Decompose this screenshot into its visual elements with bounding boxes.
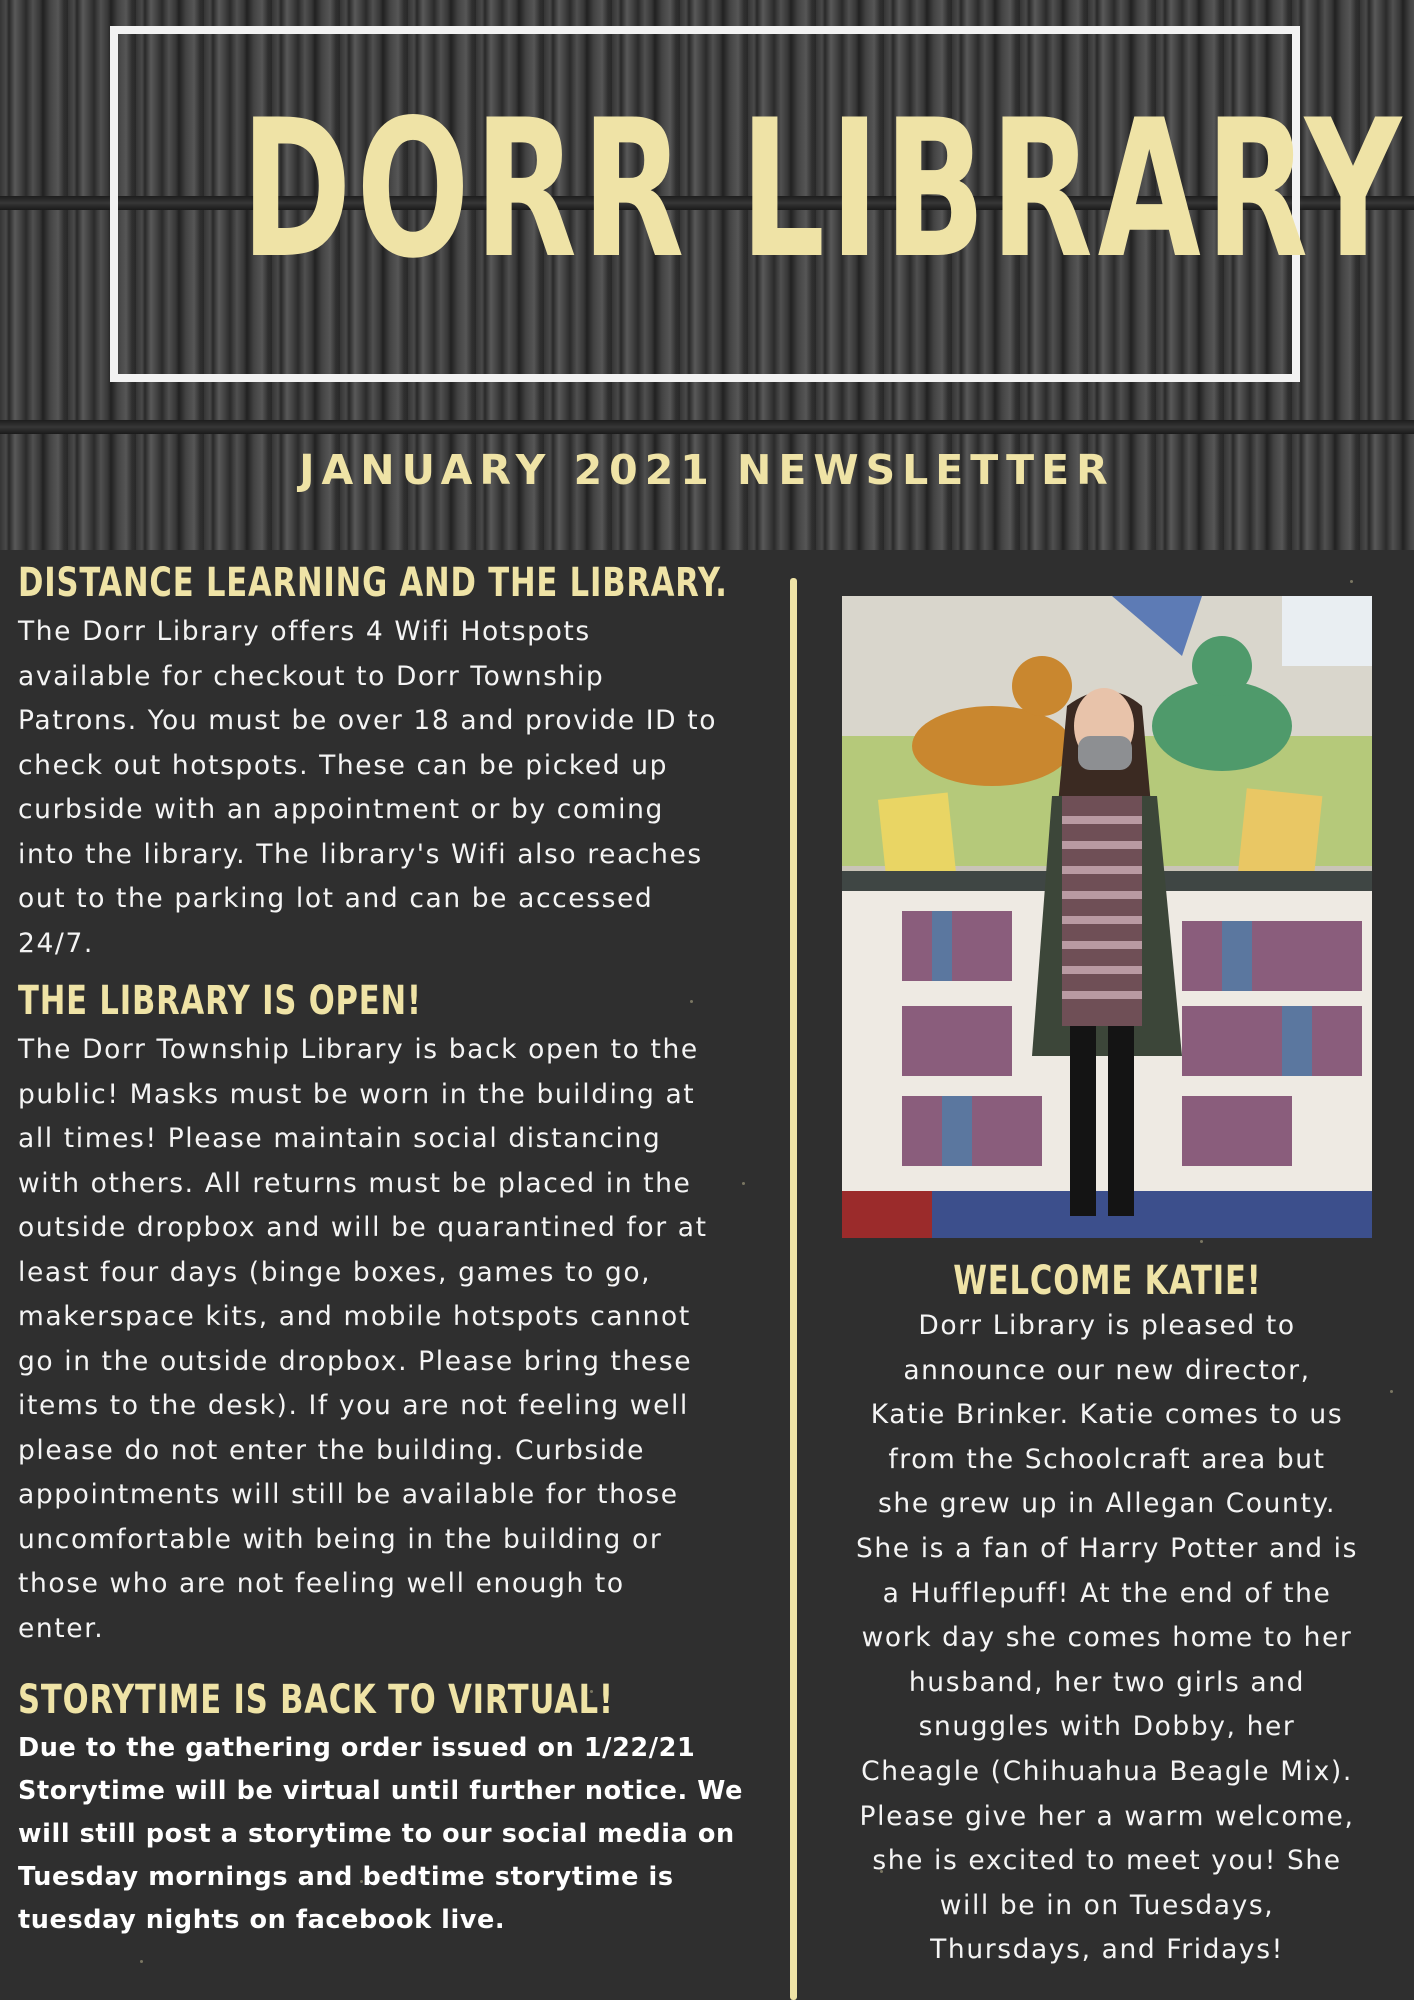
text-line: Please give her a warm welcome, bbox=[859, 1800, 1355, 1832]
text-line: curbside with an appointment or by coming bbox=[18, 794, 664, 825]
text-line: enter. bbox=[18, 1612, 105, 1644]
text-line: she grew up in Allegan County. bbox=[878, 1488, 1336, 1520]
text-line: out to the parking lot and can be accessed bbox=[18, 883, 654, 914]
section-heading: STORYTIME IS BACK TO VIRTUAL! bbox=[18, 1677, 614, 1723]
text-line: tuesday nights on facebook live. bbox=[18, 1905, 506, 1935]
director-photo-illustration bbox=[842, 596, 1372, 1238]
distance-learning-section bbox=[18, 560, 778, 966]
text-line: husband, her two girls and bbox=[908, 1666, 1306, 1698]
header-banner bbox=[0, 0, 1414, 550]
text-line: from the Schoolcraft area but bbox=[888, 1443, 1326, 1475]
text-line: will still post a storytime to our social media on bbox=[18, 1819, 735, 1849]
text-line: The Dorr Library offers 4 Wifi Hotspots bbox=[18, 616, 591, 647]
text-line: The Dorr Township Library is back open to the bbox=[18, 1034, 699, 1065]
text-line: go in the outside dropbox. Please bring these bbox=[18, 1345, 693, 1377]
text-line: with others. All returns must be placed in the bbox=[18, 1167, 692, 1199]
section-body bbox=[18, 610, 778, 966]
text-line: please do not enter the building. Curbside bbox=[18, 1434, 646, 1466]
text-line: outside dropbox and will be quarantined for at bbox=[18, 1212, 708, 1243]
text-line: a Hufflepuff! At the end of the bbox=[882, 1577, 1332, 1609]
right-column bbox=[826, 1258, 1388, 1973]
storytime-section bbox=[18, 1677, 778, 1942]
text-line: items to the desk). If you are not feeling well bbox=[18, 1390, 689, 1421]
welcome-body bbox=[826, 1304, 1388, 1973]
text-line: all times! Please maintain social distancing bbox=[18, 1123, 662, 1154]
text-line: will be in on Tuesdays, bbox=[939, 1889, 1275, 1921]
section-heading: DISTANCE LEARNING AND THE LIBRARY. bbox=[18, 560, 728, 606]
section-body bbox=[18, 1727, 778, 1942]
director-photo bbox=[842, 596, 1372, 1238]
text-line: Due to the gathering order issued on 1/22/21 bbox=[18, 1733, 696, 1763]
column-divider bbox=[790, 578, 797, 2000]
text-line: Storytime will be virtual until further notice. We bbox=[18, 1776, 743, 1806]
text-line: Cheagle (Chihuahua Beagle Mix). bbox=[861, 1755, 1353, 1787]
left-column bbox=[18, 560, 778, 1942]
text-line: those who are not feeling well enough to bbox=[18, 1568, 625, 1599]
text-line: snuggles with Dobby, her bbox=[918, 1711, 1296, 1743]
text-line: work day she comes home to her bbox=[861, 1622, 1353, 1654]
text-line: Tuesday mornings and bedtime storytime is bbox=[18, 1862, 674, 1892]
text-line: appointments will still be available for those bbox=[18, 1479, 679, 1510]
text-line: into the library. The library's Wifi also reaches bbox=[18, 838, 703, 870]
welcome-heading: WELCOME KATIE! bbox=[952, 1258, 1262, 1304]
text-line: check out hotspots. These can be picked up bbox=[18, 749, 669, 781]
text-line: announce our new director, bbox=[903, 1354, 1311, 1386]
text-line: Patrons. You must be over 18 and provide ID to bbox=[18, 705, 718, 736]
text-line: 24/7. bbox=[18, 927, 94, 959]
text-line: Thursdays, and Fridays! bbox=[930, 1934, 1284, 1966]
text-line: Dorr Library is pleased to bbox=[918, 1310, 1296, 1341]
text-line: least four days (binge boxes, games to go, bbox=[18, 1256, 652, 1288]
section-heading: THE LIBRARY IS OPEN! bbox=[18, 978, 422, 1024]
section-body bbox=[18, 1028, 778, 1651]
library-open-section bbox=[18, 978, 778, 1651]
text-line: Katie Brinker. Katie comes to us bbox=[870, 1399, 1344, 1431]
newsletter-subtitle: JANUARY 2021 NEWSLETTER bbox=[299, 446, 1115, 494]
page-title: DORR LIBRARY bbox=[240, 79, 1406, 300]
text-line: She is a fan of Harry Potter and is bbox=[855, 1532, 1359, 1564]
text-line: public! Masks must be worn in the building at bbox=[18, 1078, 696, 1110]
text-line: makerspace kits, and mobile hotspots cannot bbox=[18, 1301, 691, 1332]
text-line: available for checkout to Dorr Township bbox=[18, 660, 605, 692]
text-line: uncomfortable with being in the building or bbox=[18, 1523, 663, 1555]
text-line: she is excited to meet you! She bbox=[872, 1845, 1342, 1877]
